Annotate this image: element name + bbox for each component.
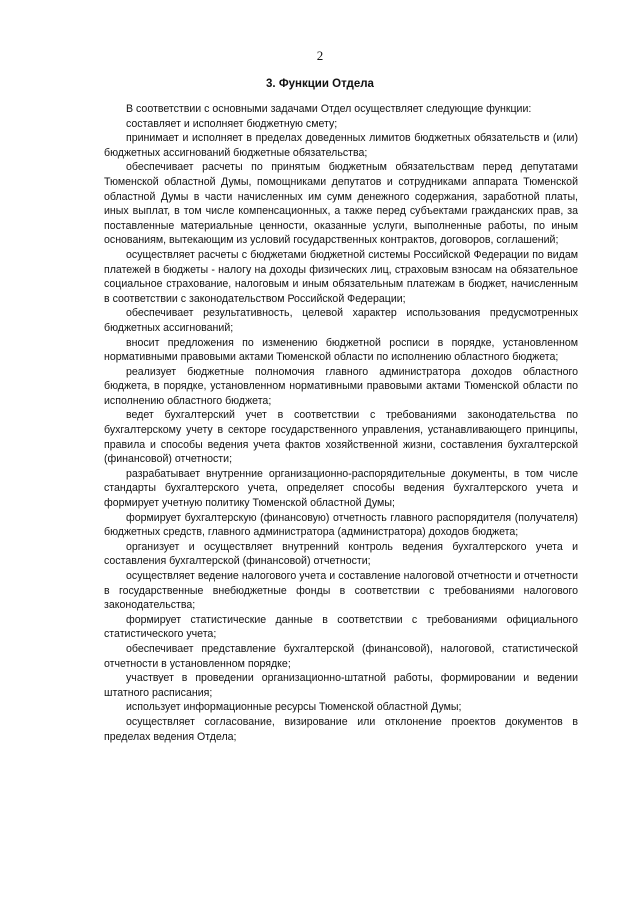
function-item: обеспечивает представление бухгалтерской (финансовой), налоговой, статистической отчетности в установленном порядке;	[104, 642, 578, 670]
function-item: осуществляет ведение налогового учета и составление налоговой отчетности и отчетности в государственные внебюджетные фонды в соответствии с требованиями налогового законодательства;	[104, 570, 578, 612]
intro-paragraph: В соответствии с основными задачами Отдел осуществляет следующие функции:	[126, 103, 532, 115]
page-number: 2	[316, 48, 324, 63]
function-item: участвует в проведении организационно-штатной работы, формировании и ведении штатного расписания;	[104, 672, 578, 699]
function-item: обеспечивает расчеты по принятым бюджетным обязательствам перед депутатами Тюменской областной Думы, помощниками депутатов и сотрудниками аппарата Тюменской областной Думы в части начисленных им сумм денежного содержания, заработной платы, иных выплат, в том числе компенсационных, а также перед субъектами гражданских прав, за поставленные материальные ценности, оказанные услуги, выполненные работы, по иным основаниям, вытекающим из условий государственных контрактов, договоров, соглашений;	[104, 161, 578, 247]
function-item: формирует статистические данные в соответствии с требованиями официального статистического учета;	[104, 613, 578, 641]
function-item: организует и осуществляет внутренний контроль ведения бухгалтерского учета и составления бухгалтерской (финансовой) отчетности;	[104, 540, 578, 568]
function-item: вносит предложения по изменению бюджетной росписи в порядке, установленном нормативными правовыми актами Тюменской области по исполнению областного бюджета;	[104, 336, 578, 364]
section-heading: 3. Функции Отдела	[266, 78, 374, 90]
function-item: обеспечивает результативность, целевой характер использования предусмотренных бюджетных ассигнований;	[104, 307, 578, 334]
function-item: принимает и исполняет в пределах доведенных лимитов бюджетных обязательств и (или) бюджетных ассигнований бюджетные обязательства;	[104, 132, 578, 159]
function-item: осуществляет расчеты с бюджетами бюджетной системы Российской Федерации по видам платежей в бюджеты - налогу на доходы физических лиц, страховым взносам на обязательное социальное страхование, налоговым и иным обязательным платежам в бюджет, начисленным в соответствии с законодательством Российской Федерации;	[104, 248, 578, 305]
function-item: реализует бюджетные полномочия главного администратора доходов областного бюджета, в порядке, установленном нормативными правовыми актами Тюменской области по исполнению областного бюджета;	[104, 365, 578, 407]
function-item: формирует бухгалтерскую (финансовую) отчетность главного распорядителя (получателя) бюджетных средств, главного администратора (администратора) доходов бюджета;	[104, 511, 578, 539]
function-item: разрабатывает внутренние организационно-распорядительные документы, в том числе стандарты бухгалтерского учета, определяет способы ведения бухгалтерского учета и формирует учетную политику Тюменской областной Думы;	[104, 467, 578, 510]
document-body	[104, 102, 578, 744]
function-item: ведет бухгалтерский учет в соответствии с требованиями законодательства по бухгалтерскому учету в секторе государственного управления, устанавливающего принципы, правила и способы ведения учета фактов хозяйственной жизни, составления бухгалтерской (финансовой) отчетности;	[104, 409, 578, 466]
function-item: осуществляет согласование, визирование или отклонение проектов документов в пределах ведения Отдела;	[104, 715, 578, 743]
function-item: составляет и исполняет бюджетную смету;	[126, 117, 338, 130]
function-item: использует информационные ресурсы Тюменской областной Думы;	[126, 701, 462, 714]
